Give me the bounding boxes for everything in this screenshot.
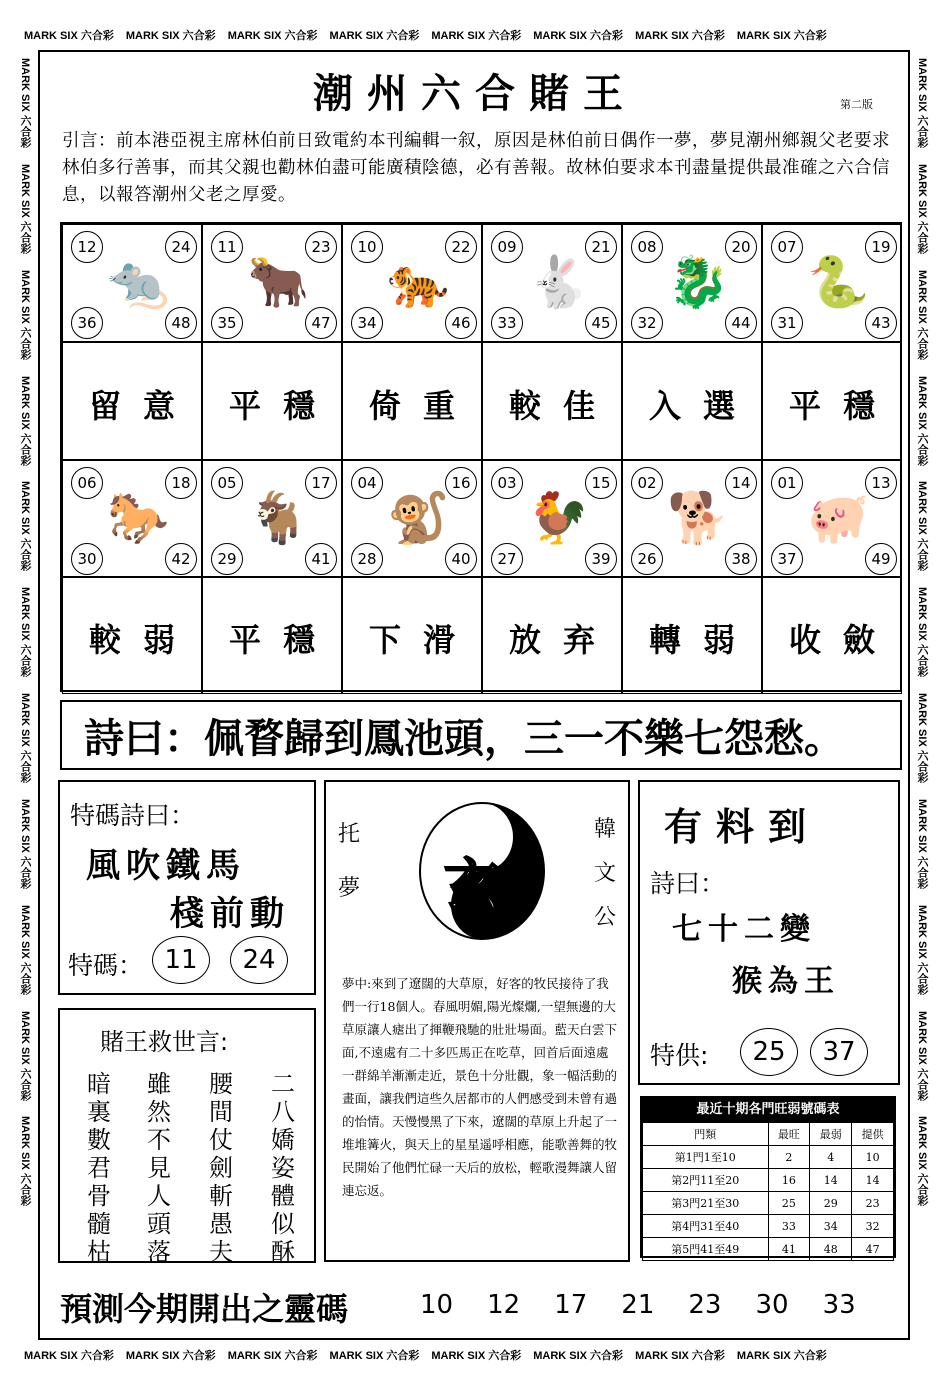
zodiac-animal-icon: 🐒: [387, 489, 450, 547]
table-header: 最弱: [810, 1123, 852, 1146]
zodiac-number: 06: [71, 467, 103, 499]
zodiac-number: 29: [211, 543, 243, 575]
border-text: MARK SIX 六合彩: [916, 904, 928, 995]
table-cell: 第5門41至49: [643, 1238, 769, 1261]
zodiac-word: 平穩: [228, 621, 337, 659]
zodiac-number: 26: [631, 543, 663, 575]
table-row: [643, 1192, 894, 1215]
zodiac-word: 較弱: [88, 621, 197, 659]
border-text: MARK SIX 六合彩: [19, 693, 31, 783]
saying-head: 賭王救世言:: [100, 1028, 229, 1056]
zodiac-number: 31: [771, 307, 803, 339]
right-line2: 猴為王: [732, 964, 840, 999]
page-title: 潮州六合賭王: [313, 70, 637, 117]
zodiac-number: 23: [305, 231, 337, 263]
zodiac-word-cell: [202, 342, 342, 460]
border-text: MARK SIX 六合彩: [916, 1116, 928, 1207]
hot-cold-table-box: [640, 1096, 896, 1258]
left-border: [14, 50, 36, 1340]
zodiac-word-cell: [482, 342, 622, 460]
zodiac-cell: [202, 224, 342, 342]
zodiac-cell: [622, 224, 762, 342]
zodiac-number: 33: [491, 307, 523, 339]
zodiac-number: 08: [631, 231, 663, 263]
zodiac-number: 27: [491, 543, 523, 575]
zodiac-cell: [342, 224, 482, 342]
zodiac-cell: [482, 224, 622, 342]
saying-box: [58, 1008, 316, 1266]
zodiac-word: 平穩: [228, 387, 337, 425]
table-cell: 29: [810, 1192, 852, 1215]
footer-numbers: [420, 1290, 856, 1320]
poem-banner: 詩曰：佩瞀歸到鳳池頭，三一不樂七怨愁。: [60, 700, 902, 770]
zodiac-number: 13: [865, 467, 897, 499]
border-text: MARK SIX 六合彩: [916, 163, 928, 254]
zodiac-number: 24: [165, 231, 197, 263]
zodiac-animal-icon: 🐂: [247, 253, 310, 311]
zodiac-word-cell: [622, 342, 762, 460]
table-title: 最近十期各門旺弱號碼表: [642, 1098, 894, 1122]
zodiac-number: 41: [305, 543, 337, 575]
border-text: MARK SIX 六合彩: [916, 798, 928, 889]
border-text: MARK SIX 六合彩: [19, 375, 31, 466]
table-cell: 第2門11至20: [643, 1169, 769, 1192]
zodiac-number: 37: [771, 543, 803, 575]
edition-label: 第二版: [840, 98, 873, 111]
zodiac-number: 07: [771, 231, 803, 263]
zodiac-number: 20: [725, 231, 757, 263]
zodiac-number: 14: [725, 467, 757, 499]
zodiac-cell: [62, 224, 202, 342]
table-cell: 10: [852, 1146, 894, 1169]
zodiac-number: 43: [865, 307, 897, 339]
zodiac-number: 05: [211, 467, 243, 499]
right-poem-label: 詩曰：: [650, 869, 726, 898]
border-text: MARK SIX 六合彩: [916, 587, 928, 678]
border-text: MARK SIX 六合彩: [329, 1350, 420, 1362]
border-text: MARK SIX 六合彩: [19, 269, 31, 360]
zodiac-number: 38: [725, 543, 757, 575]
zodiac-number: 48: [165, 307, 197, 339]
border-text: MARK SIX 六合彩: [736, 1350, 827, 1362]
footer-number: 21: [621, 1290, 655, 1320]
zodiac-number: 35: [211, 307, 243, 339]
table-header: 最旺: [768, 1123, 810, 1146]
zodiac-animal-icon: 🐍: [807, 253, 870, 311]
zodiac-word-cell: [762, 576, 902, 694]
special-head: 特碼詩曰：: [70, 801, 196, 830]
table-cell: 23: [852, 1192, 894, 1215]
table-row: [643, 1215, 894, 1238]
zodiac-number: 16: [445, 467, 477, 499]
zodiac-word-cell: [202, 576, 342, 694]
special-label: 特碼：: [68, 951, 144, 980]
border-text: MARK SIX 六合彩: [24, 1350, 114, 1362]
zodiac-word: 放弃: [508, 621, 617, 659]
table-header: 提供: [852, 1123, 894, 1146]
footer-number: 10: [420, 1290, 454, 1320]
border-text: MARK SIX 六合彩: [916, 1010, 928, 1101]
table-cell: 25: [768, 1192, 810, 1215]
zodiac-animal-icon: 🐎: [107, 489, 170, 547]
border-text: MARK SIX 六合彩: [19, 481, 31, 572]
zodiac-number: 21: [585, 231, 617, 263]
zodiac-word: 較佳: [508, 387, 617, 425]
table-cell: 第1門1至10: [643, 1146, 769, 1169]
table-cell: 48: [810, 1238, 852, 1261]
footer-number: 17: [554, 1290, 588, 1320]
right-label: 特供:: [650, 1041, 709, 1070]
table-row: [643, 1238, 894, 1261]
zodiac-cell: [202, 460, 342, 578]
zodiac-word-cell: [342, 576, 482, 694]
saying-col-3: 雖然不見人頭落: [147, 1070, 171, 1266]
zodiac-cell: [762, 224, 902, 342]
table-cell: 2: [768, 1146, 810, 1169]
zodiac-word-cell: [482, 576, 622, 694]
zodiac-number: 28: [351, 543, 383, 575]
border-text: MARK SIX 六合彩: [227, 1350, 318, 1362]
table-cell: 14: [852, 1169, 894, 1192]
right-head: 有料到: [664, 805, 821, 849]
table-cell: 34: [810, 1215, 852, 1238]
border-text: MARK SIX 六合彩: [635, 1350, 725, 1362]
special-code-box: [58, 780, 316, 995]
zodiac-animal-icon: 🐓: [527, 489, 590, 547]
zodiac-word: 平穩: [788, 387, 897, 425]
table-cell: 47: [852, 1238, 894, 1261]
zodiac-number: 04: [351, 467, 383, 499]
table-cell: 32: [852, 1215, 894, 1238]
dream-box: [324, 780, 630, 1262]
zodiac-number: 47: [305, 307, 337, 339]
zodiac-grid: [60, 222, 902, 692]
zodiac-number: 30: [71, 543, 103, 575]
table-cell: 第3門21至30: [643, 1192, 769, 1215]
zodiac-number: 39: [585, 543, 617, 575]
zodiac-word: 轉弱: [648, 621, 757, 659]
zodiac-word: 入選: [648, 387, 757, 425]
zodiac-number: 44: [725, 307, 757, 339]
border-text: MARK SIX 六合彩: [19, 1116, 31, 1207]
right-border: [910, 50, 934, 1340]
special-line1: 風吹鐵馬: [86, 846, 246, 886]
border-text: MARK SIX 六合彩: [19, 1010, 31, 1101]
zodiac-number: 11: [211, 231, 243, 263]
special-number-1: 11: [152, 936, 210, 984]
zodiac-word-cell: [62, 576, 202, 694]
right-box: [638, 780, 900, 1085]
border-text: MARK SIX 六合彩: [533, 30, 624, 42]
special-number-2: 24: [230, 936, 288, 984]
border-text: MARK SIX 六合彩: [635, 30, 725, 42]
zodiac-number: 40: [445, 543, 477, 575]
zodiac-word-cell: [622, 576, 762, 694]
zodiac-word-cell: [762, 342, 902, 460]
zodiac-animal-icon: 🐉: [667, 253, 730, 311]
zodiac-number: 49: [865, 543, 897, 575]
zodiac-number: 36: [71, 307, 103, 339]
zodiac-number: 09: [491, 231, 523, 263]
right-line1: 七十二變: [672, 912, 816, 947]
zodiac-animal-icon: 🐐: [247, 489, 310, 547]
footer-number: 33: [822, 1290, 856, 1320]
border-text: MARK SIX 六合彩: [916, 58, 928, 148]
table-row: [643, 1169, 894, 1192]
zodiac-number: 10: [351, 231, 383, 263]
zodiac-number: 19: [865, 231, 897, 263]
border-text: MARK SIX 六合彩: [916, 693, 928, 783]
zodiac-word: 倚重: [368, 387, 477, 425]
border-text: MARK SIX 六合彩: [19, 163, 31, 254]
zodiac-animal-icon: 🐀: [107, 253, 170, 311]
zodiac-number: 15: [585, 467, 617, 499]
zodiac-cell: [622, 460, 762, 578]
table-cell: 33: [768, 1215, 810, 1238]
intro-text: 引言：前本港亞視主席林伯前日致電約本刊編輯一叙，原因是林伯前日偶作一夢，夢見潮州鄉親父老要求林伯多行善事，而其父親也勸林伯盡可能廣積陰德，必有善報。故林伯要求本刊盡量提供最准確之六合信息，以報答潮州父老之厚愛。: [62, 131, 890, 205]
dream-left-label: 托夢: [337, 822, 360, 901]
footer-number: 12: [487, 1290, 521, 1320]
border-text: MARK SIX 六合彩: [19, 58, 31, 148]
border-text: MARK SIX 六合彩: [916, 375, 928, 466]
footer-number: 23: [688, 1290, 722, 1320]
footer-label: 預測今期開出之靈碼: [60, 1290, 349, 1328]
table-cell: 第4門31至40: [643, 1215, 769, 1238]
zodiac-number: 22: [445, 231, 477, 263]
saying-col-4: 暗裏數君骨髓枯: [87, 1070, 111, 1266]
zodiac-animal-icon: 🐕: [667, 489, 730, 547]
border-text: MARK SIX 六合彩: [533, 1350, 624, 1362]
top-border: [18, 24, 933, 46]
zodiac-number: 45: [585, 307, 617, 339]
zodiac-animal-icon: 🐇: [527, 253, 590, 311]
zodiac-cell: [482, 460, 622, 578]
zodiac-number: 18: [165, 467, 197, 499]
border-text: MARK SIX 六合彩: [227, 30, 318, 42]
border-text: MARK SIX 六合彩: [24, 30, 114, 42]
saying-col-1: 二八嬌姿體似酥: [271, 1070, 295, 1266]
border-text: MARK SIX 六合彩: [125, 1350, 216, 1362]
saying-col-2: 腰間仗劍斬愚夫: [209, 1070, 233, 1266]
zodiac-word-cell: [342, 342, 482, 460]
table-cell: 41: [768, 1238, 810, 1261]
border-text: MARK SIX 六合彩: [125, 30, 216, 42]
border-text: MARK SIX 六合彩: [916, 269, 928, 360]
border-text: MARK SIX 六合彩: [916, 481, 928, 572]
zodiac-number: 34: [351, 307, 383, 339]
zodiac-cell: [62, 460, 202, 578]
table-cell: 16: [768, 1169, 810, 1192]
table-cell: 4: [810, 1146, 852, 1169]
zodiac-number: 12: [71, 231, 103, 263]
border-text: MARK SIX 六合彩: [431, 1350, 522, 1362]
dream-right-label: 韓文公: [593, 817, 616, 930]
dream-text: 夢中:來到了遼闊的大草原，好客的牧民接待了我們一行18個人。春風明媚,陽光燦爛,一望無邊的大草原讓人瘧出了揮鞭飛馳的壯壯場面。藍天白雲下面,不遠處有二十多匹馬正在吃草，回首后面遠處一群綿羊漸漸走近，景色十分壯觀，象一幅活動的畫面，讓我們這些久居都市的人們感受到未曾有過的怡情。天慢慢黑了下來，遼闊的草原上升起了一堆堆篝火，與天上的星星遥呼相應，能歌善舞的牧民開始了他們忙碌一天后的放松，輕歌漫舞讓人留連忘返。: [342, 976, 618, 1198]
dream-glyph: 玄: [444, 854, 500, 919]
border-text: MARK SIX 六合彩: [19, 587, 31, 678]
zodiac-word: 留意: [88, 387, 197, 425]
right-number-2: 37: [810, 1028, 868, 1076]
border-text: MARK SIX 六合彩: [19, 904, 31, 995]
zodiac-animal-icon: 🐅: [387, 253, 450, 311]
table-header: 門類: [643, 1123, 769, 1146]
footer-number: 30: [755, 1290, 789, 1320]
zodiac-number: 03: [491, 467, 523, 499]
table-cell: 14: [810, 1169, 852, 1192]
zodiac-word-cell: [62, 342, 202, 460]
hot-cold-table: [642, 1122, 894, 1261]
zodiac-cell: [762, 460, 902, 578]
zodiac-number: 42: [165, 543, 197, 575]
bottom-border: [18, 1344, 933, 1366]
zodiac-number: 32: [631, 307, 663, 339]
table-row: [643, 1146, 894, 1169]
zodiac-number: 46: [445, 307, 477, 339]
zodiac-number: 02: [631, 467, 663, 499]
border-text: MARK SIX 六合彩: [431, 30, 522, 42]
zodiac-cell: [342, 460, 482, 578]
zodiac-number: 17: [305, 467, 337, 499]
special-line2: 棧前動: [170, 894, 290, 934]
zodiac-word: 下滑: [368, 621, 477, 659]
zodiac-animal-icon: 🐖: [807, 489, 870, 547]
border-text: MARK SIX 六合彩: [329, 30, 420, 42]
right-number-1: 25: [740, 1028, 798, 1076]
border-text: MARK SIX 六合彩: [736, 30, 827, 42]
zodiac-number: 01: [771, 467, 803, 499]
border-text: MARK SIX 六合彩: [19, 798, 31, 889]
zodiac-word: 收斂: [788, 621, 897, 659]
